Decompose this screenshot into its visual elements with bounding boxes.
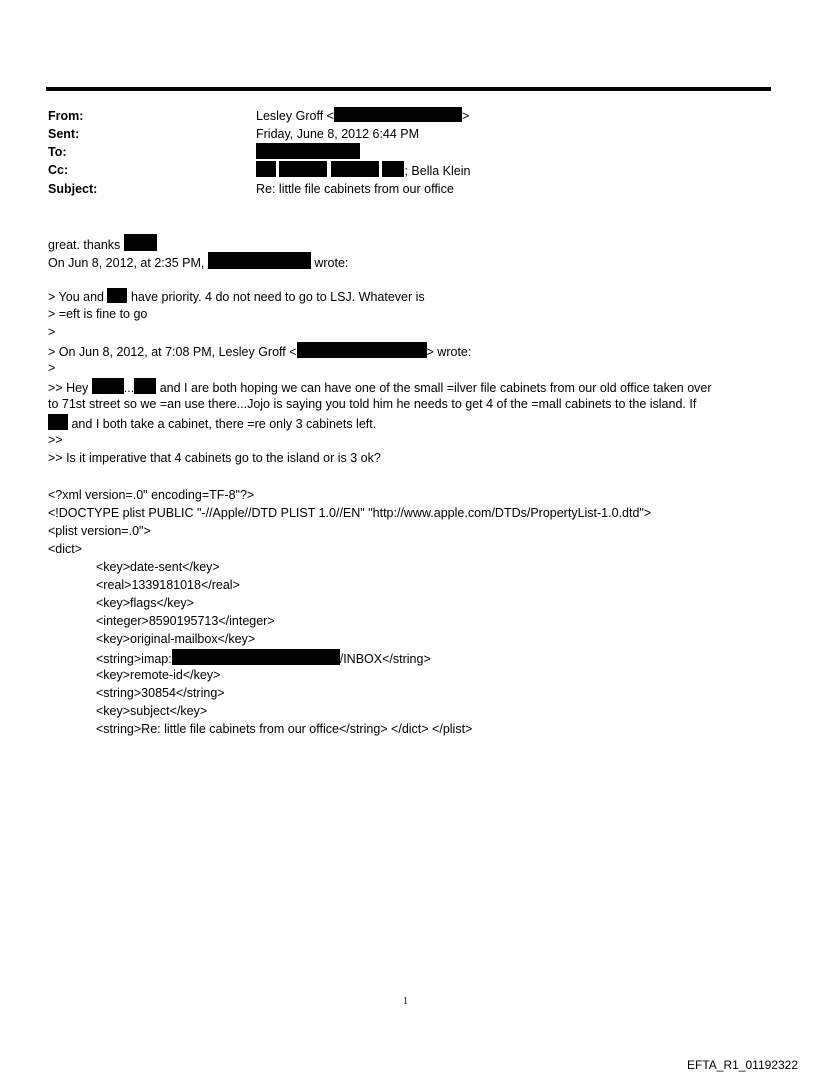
- from-label: From:: [48, 109, 84, 123]
- plist-line: <real>1339181018</real>: [96, 578, 240, 592]
- quote-line: >>: [48, 433, 63, 447]
- quote-line: >: [48, 325, 56, 339]
- subject-value: Re: little file cabinets from our office: [256, 182, 454, 196]
- redaction-box: [92, 378, 124, 394]
- plist-line: <integer>8590195713</integer>: [96, 614, 275, 628]
- plist-line: <string>Re: little file cabinets from our office</string> </dict> </plist>: [96, 722, 473, 736]
- redaction-box: [297, 342, 427, 358]
- plist-line: <string>imap: /INBOX</string>: [96, 649, 431, 668]
- plist-line: <?xml version=.0" encoding=TF-8"?>: [48, 488, 255, 502]
- redaction-box: [48, 414, 68, 430]
- quote-line: > =eft is fine to go: [48, 307, 148, 321]
- redaction-box: [208, 252, 311, 269]
- redaction-box: [107, 288, 127, 303]
- quote-line: >> Hey ... and I are both hoping we can have one of the small =ilver file cabinets from our old office taken over: [48, 378, 712, 397]
- plist-line: <key>subject</key>: [96, 704, 208, 718]
- plist-line: <plist version=.0">: [48, 524, 151, 538]
- redaction-box: [256, 143, 360, 159]
- plist-line: <string>30854</string>: [96, 686, 225, 700]
- quote-line: and I both take a cabinet, there =re only 3 cabinets left.: [48, 414, 376, 433]
- redaction-box: [334, 107, 462, 122]
- cc-tail: ; Bella Klein: [404, 164, 471, 178]
- plist-line: <dict>: [48, 542, 83, 556]
- body-line: On Jun 8, 2012, at 2:35 PM, wrote:: [48, 252, 348, 272]
- sent-label: Sent:: [48, 127, 80, 141]
- subject-label: Subject:: [48, 182, 98, 196]
- redaction-box: [172, 649, 340, 665]
- from-end: >: [461, 109, 470, 123]
- plist-line: <!DOCTYPE plist PUBLIC "-//Apple//DTD PLIST 1.0//EN" "http://www.apple.com/DTDs/PropertyList-1.0.dtd">: [48, 506, 652, 520]
- plist-line: <key>date-sent</key>: [96, 560, 220, 574]
- from-name: Lesley Groff <: [256, 109, 334, 123]
- quote-line: > You and have priority. 4 do not need to go to LSJ. Whatever is: [48, 290, 425, 304]
- body-line: great. thanks: [48, 234, 157, 254]
- quote-line: to 71st street so we =an use there...Jojo is saying you told him he needs to get 4 of the =mall cabinets to the island. If: [48, 397, 697, 411]
- redaction-box: [124, 234, 157, 251]
- sent-value: Friday, June 8, 2012 6:44 PM: [256, 127, 420, 141]
- plist-line: <key>remote-id</key>: [96, 668, 221, 682]
- plist-line: <key>original-mailbox</key>: [96, 632, 256, 646]
- redaction-box: [382, 161, 404, 177]
- page-number: 1: [403, 996, 408, 1007]
- quote-line: >> Is it imperative that 4 cabinets go to the island or is 3 ok?: [48, 451, 381, 465]
- to-label: To:: [48, 145, 67, 159]
- quote-line: > On Jun 8, 2012, at 7:08 PM, Lesley Groff < > wrote:: [48, 342, 471, 361]
- cc-label: Cc:: [48, 163, 69, 177]
- header-rule: [46, 87, 771, 91]
- redaction-box: [134, 378, 156, 394]
- document-id: EFTA_R1_01192322: [687, 1058, 798, 1072]
- redaction-box: [331, 161, 379, 177]
- redaction-box: [256, 161, 276, 177]
- plist-line: <key>flags</key>: [96, 596, 194, 610]
- redaction-box: [279, 161, 327, 177]
- quote-line: >: [48, 361, 56, 375]
